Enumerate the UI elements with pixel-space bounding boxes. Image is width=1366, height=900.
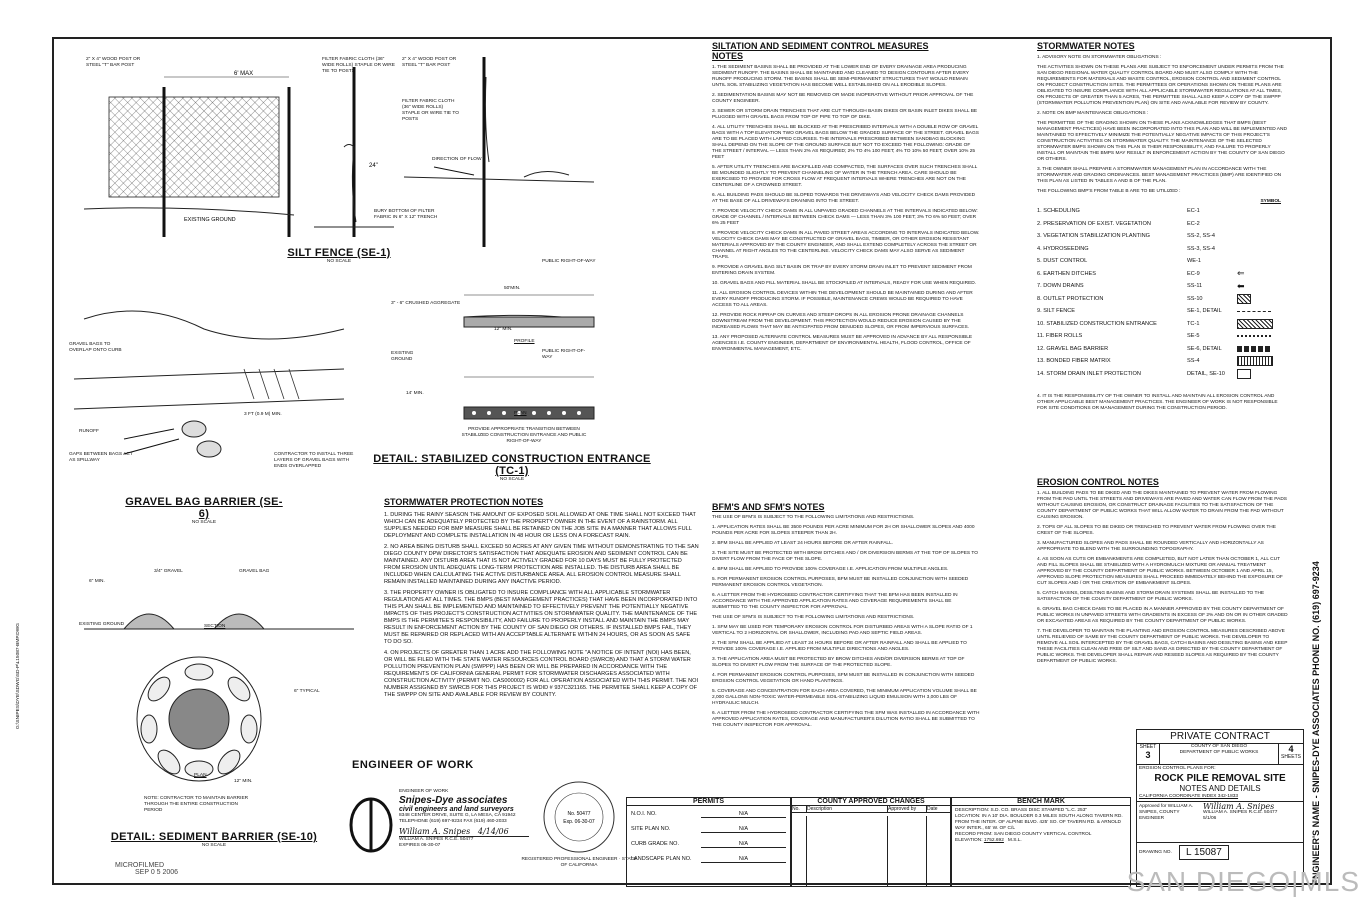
elevation-value: 1752.692 bbox=[983, 838, 1004, 843]
sw-note-3-list-intro: THE FOLLOWING BMP'S FROM TABLE B ARE TO BE UTILIZED : bbox=[1037, 189, 1181, 194]
file-path: G:\SNIPES\DYE\SDWG\SD-P\L15087-BMP.DWG bbox=[16, 622, 21, 729]
contract-type: PRIVATE CONTRACT bbox=[1137, 730, 1303, 744]
construction-entrance-scale: NO SCALE bbox=[499, 477, 525, 482]
mls-watermark: SAN DIEGO|MLS bbox=[1126, 866, 1360, 897]
length-label: 50'MIN. bbox=[504, 286, 521, 291]
runoff-label: RUNOFF bbox=[79, 429, 99, 434]
bfm-intro: THE USE OF BFM'S IS SUBJECT TO THE FOLLOWING LIMITATIONS AND RESTRICTIONS. bbox=[712, 515, 915, 520]
stormwater-protection-notes bbox=[384, 497, 699, 703]
approved-by: Approved for WILLIAM A. SNIPES, COUNTY ENGINEER bbox=[1139, 804, 1194, 821]
bmp-row: 5. DUST CONTROL WE-1 bbox=[1037, 258, 1201, 265]
stormwater-notes bbox=[1037, 41, 1289, 412]
width-label: 14' MIN. bbox=[406, 391, 424, 396]
siltation-title: SILTATION AND SEDIMENT CONTROL MEASURES NOTES bbox=[712, 41, 929, 61]
swp-note-1: 1. DURING THE RAINY SEASON THE AMOUNT OF EXPOSED SOIL ALLOWED AT ONE TIME SHALL NOT EXCEED THAT WHICH CAN BE ADEQUATELY PROTECTED BY THE PROPERTY OWNER IN THE EVENT OF A RAINSTORM. ALL SUPPLIES NEEDED FOR BMP MEASURE SHALL BE RETAINED ON THE JOB SITE IN A MANNER THAT ALLOWS FULL DEPLOYMENT AND COMPLETE INSTALLATION IN 48 HOUR OR LESS ON A FORECAST RAIN. bbox=[384, 512, 696, 539]
post-label: 2" X 4" WOOD POST OR STEEL "T" BAR POST bbox=[86, 57, 141, 68]
sb-min-label: 6" MIN. bbox=[89, 579, 105, 584]
firm-role: ENGINEER OF WORK bbox=[399, 789, 449, 794]
sheets-cell: 4 SHEETS bbox=[1278, 744, 1303, 764]
elevation-label: ELEVATION: bbox=[955, 838, 983, 843]
benchmark-location: LOCATION: IN A 10' DIA. BOULDER 0.3 MILES SOUTH ALONG TAVERN RD. FROM THE INTER. OF ALPINE BLVD. 425' SO. OF TAVERN RD. & ARNOLD WAY INTER., 65' W. OF C/L bbox=[955, 814, 1123, 831]
sfm-note-6: 6. A LETTER FROM THE HYDROSEED CONTRACTOR CERTIFYING THE SFM WAS INSTALLED IN ACCORDANCE WITH APPROVED APPLICATION RATES, COVERAGE AND MANUFACTURER'S DILUTION RATIO SHALL BE SUBMITTED TO THE COUNTY INSPECTOR FOR APPROVAL. bbox=[712, 711, 980, 728]
gravel-bag-drawing bbox=[64, 289, 364, 479]
swp-note-4: 4. ON PROJECTS OF GREATER THAN 1 ACRE ADD THE FOLLOWING NOTE "A NOTICE OF INTENT (NOI) HAS BEEN, OR WILL BE FILED WITH THE STATE WATER RESOURCES CONTROL BOARD (SWRCB) AND THAT A STORM WATER POLLUTION PREVENTION PLAN (SWPPP) HAS BEEN OR WILL BE PREPARED IN ACCORDANCE WITH THE REQUIREMENTS OF CALIFORNIA GENERAL PERMIT FOR STORMWATER DISCHARGES ASSOCIATED WITH CONSTRUCTION ACTIVITY (PERMIT NO. CAS000002) FOR ALL OPERATION ASSOCIATED WITH THIS PERMIT. THE NOI NUMBER ASSIGNED BY SWRCB FOR THIS PROJECT IS WDID # 937C321165. THE PERMITEE SHALL KEEP A COPY OF THE SWPPP ON SITE AND AVAILABLE FOR REVIEW BY COUNTY. bbox=[384, 650, 699, 698]
stormwater-protection-title: STORMWATER PROTECTION NOTES bbox=[384, 497, 544, 507]
sw-note-1-body: THE ACTIVITIES SHOWN ON THESE PLANS ARE SUBJECT TO ENFORCEMENT UNDER PERMITS FROM THE SAN DIEGO REGIONAL WATER QUALITY CONTROL BOARD AND MUST ALSO COMPLY WITH THE REQUIREMENTS FOR MATERIALS AND WASTE CONTROL, EROSION CONTROL AND SEDIMENT CONTROL ON PROJECT CONSTRUCTION SITES. THE PERMITTEES OR OPERATIONS SHOWN ON THESE PLANS ARE OBLIGATED TO INSURE COMPLIANCE WITH ALL APPLICABLE STORMWATER REGULATIONS AT ALL TIMES, ON PROJECTS OF GREATER THAN 5 ACRES, THE PERMITTEE SHALL ALSO KEEP A COPY OF THE SWPPP (STORMWATER POLLUTION PREVENTION PLAN) ON SITE AND AVAILABLE FOR REVIEW BY COUNTY. bbox=[1037, 65, 1284, 106]
silt-fence-side-drawing bbox=[394, 47, 664, 247]
microfilm-line-1: MICROFILMED bbox=[115, 862, 164, 869]
microfilm-stamp bbox=[115, 862, 178, 876]
permits-title: PERMITS bbox=[627, 798, 790, 806]
benchmark-description: DESCRIPTION: S.D. CO. BRASS DISC STAMPED "L.C. 253" bbox=[955, 808, 1088, 813]
ec-note-6: 6. GRAVEL BAG CHECK DAMS TO BE PLACED IN A MANNER APPROVED BY THE COUNTY DEPARTMENT OF PUBLIC WORKS IN UNPAVED STREETS WITH GRADIENTS IN EXCESS OF 2% AND ON OR IN OTHER GRADED OR EXCAVATED AREAS AS REQUIRED BY THE COUNTY DEPARTMENT OF PUBLIC WORKS. bbox=[1037, 607, 1288, 624]
bmp-row: 4. HYDROSEEDING SS-3, SS-4 bbox=[1037, 245, 1215, 252]
min-length-label: 3 FT (0.9 M) MIN. bbox=[244, 412, 282, 417]
bmp-row: 14. STORM DRAIN INLET PROTECTION DETAIL, SE-10 bbox=[1037, 368, 1289, 381]
gravel-bag-title-block bbox=[124, 496, 284, 526]
bmp-row: 1. SCHEDULING EC-1 bbox=[1037, 208, 1200, 215]
sfm-note-4: 4. FOR PERMANENT EROSION CONTROL PURPOSES, SFM MUST BE INSTALLED IN CONJUNCTION WITH SEEDED EROSION CONTROL VEGETATION OR HAND PLANTINGS. bbox=[712, 673, 975, 684]
silt-note-11: 11. ALL EROSION CONTROL DEVICES WITHIN THE DEVELOPMENT SHOULD BE MAINTAINED DURING AND AFTER EVERY RUNOFF PRODUCING STORM. IF POSSIBLE, MAINTENANCE CREWS WOULD BE REQUIRED TO HAVE ACCESS TO ALL AREAS. bbox=[712, 291, 973, 308]
sediment-barrier-title: DETAIL: SEDIMENT BARRIER (SE-10) bbox=[110, 831, 318, 843]
silt-fence-drawing bbox=[64, 47, 394, 247]
title-signer: WILLIAM A. SNIPES R.C.E. 50477 bbox=[1203, 810, 1278, 815]
permit-row: N.O.I. NO. N/A bbox=[627, 806, 790, 818]
silt-note-9: 9. PROVIDE A GRAVEL BAG SILT BASIN OR TRAP BY EVERY STORM DRAIN INLET TO PREVENT SEDIMENT FROM ENTERING DRAIN SYSTEM. bbox=[712, 265, 972, 276]
engineer-expires: EXPIRES 06-30-07 bbox=[399, 843, 441, 848]
firm-name: Snipes-Dye associates bbox=[399, 795, 508, 806]
height-label: 24" bbox=[369, 163, 378, 169]
silt-note-8: 8. PROVIDE VELOCITY CHECK DAMS IN ALL PAVED STREET AREAS ACCORDING TO INTERVALS INDICATED BELOW. VELOCITY CHECK DAMS MAY BE CONSTRUCTED OF GRAVEL BAGS, TIMBER, OR OTHER EROSION RESISTANT MATERIALS APPROVED BY THE COUNTY ENGINEER, AND SHALL EXTEND COMPLETELY ACROSS THE STREET OR CHANNEL AT RIGHT ANGLES TO THE CENTERLINE. VELOCITY CHECK DAMS MAY ALSO SERVE AS SEDIMENT TRAPS. bbox=[712, 231, 980, 260]
silt-note-1: 1. THE SEDIMENT BASINS SHALL BE PROVIDED AT THE LOWER END OF EVERY DRAINAGE AREA PRODUCING SEDIMENT RUNOFF. THE BASINS SHALL BE MAINTAINED AND CLEANED TO DESIGN CONTOURS AFTER EVERY RUNOFF PRODUCING STORM. THE BASINS SHALL BE SEMI-PERMANENT STRUCTURES THAT WOULD REMAIN UNTIL SOIL STABILIZING VEGETATION HAS BECOME WELL ESTABLISHED ON ALL ERODIBLE SLOPES. bbox=[712, 65, 969, 88]
ground-label: EXISTING GROUND bbox=[184, 217, 236, 223]
sb-bag-label: GRAVEL BAG bbox=[239, 569, 270, 574]
firm-phone: TELEPHONE (619) 697-9234 FAX (619) 460-2033 bbox=[399, 819, 507, 824]
symbol-header: SYMBOL bbox=[1260, 199, 1281, 204]
sw-note-2: 2. NOTE ON BMP MAINTENANCE OBLIGATIONS : bbox=[1037, 111, 1149, 116]
sb-plan-label: PLAN bbox=[194, 773, 207, 778]
plan-label: PLAN bbox=[514, 411, 527, 416]
silt-note-10: 10. GRAVEL BAGS AND FILL MATERIAL SHALL BE STOCKPILED AT INTERVALS, READY FOR USE WHEN REQUIRED. bbox=[712, 281, 977, 286]
sfm-note-5: 5. COVERAGE AND CONCENTRATION FOR EACH AREA COVERED, THE MINIMUM APPLICATION VOLUME SHALL BE 2,000 GALLONS NON-TOXIC WATER-PERMEABLE SOIL-STABILIZING LIQUID EMULSION WITH 3,000 LBS OF HYDRAULIC MULCH. bbox=[712, 689, 977, 706]
construction-entrance-title-block bbox=[372, 453, 652, 483]
bfm-note-1: 1. APPLICATION RATES SHALL BE 3500 POUNDS PER ACRE MINIMUM FOR 2H OR SHALLOWER SLOPES AND 4000 POUNDS PER ACRE FOR SLOPES STEEPER THAN 2H. bbox=[712, 525, 975, 536]
silt-note-6: 6. ALL BUILDING PADS SHOULD BE SLOPED TOWARDS THE DRIVEWAYS AND VELOCITY CHECK DAMS PROVIDED AT THE BASE OF ALL DRIVEWAYS DRAINING INTO THE STREET. bbox=[712, 193, 976, 204]
contractor-label: CONTRACTOR TO INSTALL THREE LAYERS OF GRAVEL BAGS WITH ENDS OVERLAPPED bbox=[274, 452, 354, 469]
bmp-row: 7. DOWN DRAINS SS-11 ⬅ bbox=[1037, 280, 1245, 291]
flow-label: DIRECTION OF FLOW bbox=[432, 157, 482, 162]
ec-note-2: 2. TOPS OF ALL SLOPES TO BE DIKED OR TRENCHED TO PREVENT WATER FROM FLOWING OVER THE CREST OF THE SLOPES. bbox=[1037, 525, 1276, 536]
silt-fence-title-block bbox=[269, 247, 409, 265]
bfm-note-6: 6. A LETTER FROM THE HYDROSEED CONTRACTOR CERTIFYING THAT THE BFM HAS BEEN INSTALLED IN ACCORDANCE WITH THE APPROVED APPLICATION RATES AND COVERAGE REQUIREMENTS SHALL BE SUBMITTED TO THE COUNTY INSPECTOR FOR APPROVAL. bbox=[712, 593, 958, 610]
post-label-side: 2" X 4" WOOD POST OR STEEL "T" BAR POST bbox=[402, 57, 457, 68]
sediment-barrier-drawing bbox=[64, 559, 364, 789]
silt-note-5: 5. AFTER UTILITY TRENCHES ARE BACKFILLED AND COMPACTED, THE SURFACES OVER SUCH TRENCHES SHALL BE MOUNDED SLIGHTLY TO PREVENT CHANNELING OF WATER IN THE TRENCH AREA. CARE SHOULD BE EXERCISED TO PROVIDE FOR CROSS FLOW AT FREQUENT INTERVALS WHERE TRENCHES ARE NOT ON THE CENTERLINE OF A CROWNED STREET. bbox=[712, 165, 978, 188]
silt-fence-title: SILT FENCE (SE-1) bbox=[287, 247, 391, 259]
silt-note-3: 3. SEWER OR STORM DRAIN TRENCHES THAT ARE CUT THROUGH BASIN DIKES OR BASIN INLET DIKES SHALL BE PLUGGED WITH GRAVEL BAGS FROM TOP OF PIPE TO TOP OF DIKE. bbox=[712, 109, 978, 120]
gravel-bag-title: GRAVEL BAG BARRIER (SE-6) bbox=[125, 496, 283, 520]
datum: M.S.L. bbox=[1007, 838, 1022, 843]
bury-label: BURY BOTTOM OF FILTER FABRIC IN 6" X 12" TRENCH bbox=[374, 209, 438, 220]
bfm-note-2: 2. BFM SHALL BE APPLIED AT LEAST 24 HOURS BEFORE OR AFTER RAINFALL. bbox=[712, 541, 894, 546]
silt-note-12: 12. PROVIDE ROCK RIPRAP ON CURVES AND STEEP DROPS IN ALL EROSION PRONE DRAINAGE CHANNELS DOWNSTREAM FROM THE DEVELOPMENT. THIS PROTECTION WOULD REDUCE EROSION CAUSED BY THE INCREASED FLOWS THAT MAY BE ANTICIPATED FROM DENUDED SLOPES, OR FROM IMPERVIOUS SURFACES. bbox=[712, 313, 970, 330]
construction-entrance-title: DETAIL: STABILIZED CONSTRUCTION ENTRANCE (TC-1) bbox=[373, 453, 651, 477]
benchmark-table bbox=[951, 797, 1131, 887]
permit-row: CURB GRADE NO. N/A bbox=[627, 833, 790, 848]
permit-row: LANDSCAPE PLAN NO. N/A bbox=[627, 848, 790, 863]
bmp-row: 2. PRESERVATION OF EXIST. VEGETATION EC-2 bbox=[1037, 220, 1200, 227]
bmp-row: 9. SILT FENCE SE-1, DETAIL bbox=[1037, 305, 1289, 318]
drawing-sheet bbox=[16, 37, 1332, 885]
svg-text:Exp. 06-30-07: Exp. 06-30-07 bbox=[563, 819, 595, 825]
engineer-signer: WILLIAM A. SNIPES R.C.E. 50477 bbox=[399, 837, 474, 842]
depth-label: 12" MIN. bbox=[494, 327, 513, 332]
project-subtitle: NOTES AND DETAILS bbox=[1179, 784, 1261, 793]
engineer-title: ENGINEER OF WORK bbox=[352, 759, 474, 771]
engineer-signature: William A. Snipes 4/14/06 bbox=[399, 827, 529, 837]
bfm-note-5: 5. FOR PERMANENT EROSION CONTROL PURPOSES, BFM MUST BE INSTALLED CONJUNCTION WITH SEEDED PERMANENT EROSION CONTROL VEGETATION. bbox=[712, 577, 969, 588]
silt-fence-scale: NO SCALE bbox=[326, 259, 352, 264]
row-label: PUBLIC RIGHT-OF-WAY bbox=[542, 259, 596, 264]
bfm-note-4: 4. BFM SHALL BE APPLIED TO PROVIDE 100% COVERAGE I.E. APPLICATION FROM MULTIPLE ANGLES. bbox=[712, 567, 949, 572]
bmp-row: 11. FIBER ROLLS SE-5 bbox=[1037, 330, 1289, 343]
sfm-note-2: 2. THE SFM SHALL BE APPLIED AT LEAST 24 HOURS BEFORE OR AFTER RAINFALL AND SHALL BE APPLIED TO PROVIDE 100% COVERAGE I.E. APPLIED FROM MULTIPLE DIRECTIONS AND ANGLES. bbox=[712, 641, 967, 652]
silt-note-13: 13. ANY PROPOSED ALTERNATE CONTROL MEASURES MUST BE APPROVED IN ADVANCE BY ALL RESPONSIBLE AGENCIES I.E. COUNTY ENGINEER, DEPARTMENT OF ENVIRONMENTAL HEALTH, FLOOD CONTROL, OFFICE OF ENVIRONMENTAL MANAGEMENT, ETC. bbox=[712, 335, 973, 352]
silt-note-4: 4. ALL UTILITY TRENCHES SHALL BE BLOCKED AT THE PRESCRIBED INTERVALS WITH A DOUBLE ROW OF GRAVEL BAGS WITH A TOP ELEVATION TWO GRAVEL BAGS BELOW THE GRADED SURFACE OF THE STREET. GRAVEL BAGS ARE TO BE PLACED WITH LAPPED COURSES. THE INTERVALS PRESCRIBED BETWEEN SANDBAG BLOCKING SHALL DEPEND ON THE SLOPE OF THE GROUND SURFACE BUT NOT TO EXCEED THE FOLLOWING: GRADE OF THE STREET / INTERVAL — LESS THAN 2% AS REQUIRED; 2% TO 4% 100 FEET; 4% TO 10% 50 FEET; OVER 10% 25 FEET bbox=[712, 125, 979, 160]
profile-label: PROFILE bbox=[514, 339, 535, 344]
side-engineer-text: ENGINEER'S NAME - SNIPES-DYE ASSOCIATES PHONE NO. (619) 697-9234 bbox=[1311, 561, 1321, 885]
siltation-notes bbox=[712, 41, 980, 357]
stormwater-title: STORMWATER NOTES bbox=[1037, 41, 1135, 51]
fabric-label-side: FILTER FABRIC CLOTH (36" WIDE ROLLS) STAPLE OR WIRE TIE TO POSTS bbox=[402, 99, 459, 122]
dimension-label: 6' MAX bbox=[234, 71, 254, 77]
bfm-title: BFM'S AND SFM'S NOTES bbox=[712, 502, 825, 512]
seal-text: REGISTERED PROFESSIONAL ENGINEER · STATE OF CALIFORNIA bbox=[521, 857, 637, 868]
fabric-label: FILTER FABRIC CLOTH (36" WIDE ROLLS) STAPLE OR WIRE TIE TO POSTS bbox=[322, 57, 395, 74]
sfm-note-1: 1. SFM MAY BE USED FOR TEMPORARY EROSION CONTROL FOR DISTURBED AREAS WITH A SLOPE RATIO OF 1 VERTICAL TO 2 HORIZONTAL OR SHALLOWER, INCLUDING PAD AND SEPTIC FIELD AREAS. bbox=[712, 625, 973, 636]
swp-note-3: 3. THE PROPERTY OWNER IS OBLIGATED TO INSURE COMPLIANCE WITH ALL APPLICABLE STORMWATER REGULATIONS AT ALL TIMES. THE BMPS (BEST MANAGEMENT PRACTICES) THAT HAVE BEEN INCORPORATED INTO THIS PLAN SHALL BE IMPLEMENTED AND MAINTAINED TO EFFECTIVELY PREVENT THE POTENTIALLY NEGATIVE IMPACTS OF THIS PROJECT'S CONSTRUCTION ACTIVITIES ON STORMWATER QUALITY. THE MAINTENANCE OF THE BMPS IS THE PERMITEE'S RESPONSIBILITY, AND FAILURE TO PROPERLY INSTALL AND MAINTAIN THE BMPS MAY RESULT IN ENFORCEMENT ACTION BY THE COUNTY OF SAN DIEGO OR OTHERS. IF INSTALLED BMPS FAIL, THEY MUST BE REPAIRED OR REPLACED WITH AN ACCEPTABLE ALTERNATE WITHIN 24 HOURS, OR AS SOON AS SAFE TO DO SO. bbox=[384, 590, 698, 645]
bfm-note-3: 3. THE SITE MUST BE PROTECTED WITH BROW DITCHES AND / OR DIVERSION BERMS AT THE TOP OF SLOPES TO DIVERT FLOW FROM THE FACE OF THE SLOPE. bbox=[712, 551, 978, 562]
plans-for: EROSION CONTROL PLANS FOR: bbox=[1139, 766, 1216, 771]
gaps-label: GAPS BETWEEN BAGS ACT AS SPILLWAY bbox=[69, 452, 133, 463]
title-block bbox=[1136, 729, 1304, 887]
sb-section-label: SECTION bbox=[204, 624, 226, 629]
bmp-list bbox=[1037, 205, 1289, 380]
sw-note-4: 4. IT IS THE RESPONSIBILITY OF THE OWNER TO INSTALL AND MAINTAIN ALL EROSION CONTROL AND OTHER APPLICABLE BEST MANAGEMENT PRACTICES. THE ENGINEER OF WORK IS NOT RESPONSIBLE FOR SITE CONDITIONS OR MANAGEMENT DURING THE CONSTRUCTION PERIOD. bbox=[1037, 394, 1278, 411]
sb-note: NOTE: CONTRACTOR TO MAINTAIN BARRIER THROUGH THE ENTIRE CONSTRUCTION PERIOD bbox=[144, 796, 249, 813]
drawing-label: DRAWING NO. bbox=[1139, 849, 1172, 855]
ec-note-1: 1. ALL BUILDING PADS TO BE DIKED AND THE DIKES MAINTAINED TO PREVENT WATER FROM FLOWING FROM THE PAD UNTIL THE STREETS AND DRIVEWAYS ARE PAVED AND WATER CAN FLOW FROM THE PADS WITHOUT CAUSING EROSION, OR CONSTRUCT DRAINAGE FACILITIES TO THE SATISFACTION OF THE COUNTY DEPARTMENT OF PUBLIC WORKS THAT WILL ALLOW WATER TO DRAIN FROM THE PAD WITHOUT CAUSING EROSION. bbox=[1037, 491, 1287, 520]
silt-note-2: 2. SEDIMENTATION BASINS MAY NOT BE REMOVED OR MADE INOPERATIVE WITHOUT PRIOR APPROVAL OF THE COUNTY ENGINEER. bbox=[712, 93, 974, 104]
project-name: ROCK PILE REMOVAL SITE bbox=[1154, 773, 1286, 784]
bmp-row: 3. VEGETATION STABILIZATION PLANTING SS-2, SS-4 bbox=[1037, 233, 1215, 240]
overlap-label: GRAVEL BAGS TO OVERLAP ONTO CURB bbox=[69, 342, 122, 353]
engineer-seal bbox=[541, 779, 617, 855]
aggregate-label: 3" - 6" CRUSHED AGGREGATE bbox=[391, 301, 461, 306]
bmp-row: 13. BONDED FIBER MATRIX SS-4 bbox=[1037, 355, 1289, 368]
microfilm-line-2: SEP 0 5 2006 bbox=[135, 869, 179, 876]
svg-text:No. 50477: No. 50477 bbox=[567, 811, 591, 817]
bmp-row: 6. EARTHEN DITCHES EC-9 ⇐ bbox=[1037, 268, 1245, 279]
sw-note-1: 1. ADVISORY NOTE ON STORMWATER OBLIGATIONS : bbox=[1037, 55, 1162, 60]
sheet-cell: SHEET 3 bbox=[1137, 744, 1160, 764]
bmp-row: 8. OUTLET PROTECTION SS-10 bbox=[1037, 293, 1289, 306]
sb-typical-label: 6" TYPICAL bbox=[294, 689, 320, 694]
firm-tagline: civil engineers and land surveyors bbox=[399, 806, 514, 813]
permits-table bbox=[626, 797, 791, 887]
erosion-title: EROSION CONTROL NOTES bbox=[1037, 477, 1159, 487]
transition-label: PROVIDE APPROPRIATE TRANSITION BETWEEN STABILIZED CONSTRUCTION ENTRANCE AND PUBLIC RIGHT-OF-WAY bbox=[461, 427, 587, 444]
changes-table bbox=[791, 797, 951, 887]
bmp-row: 12. GRAVEL BAG BARRIER SE-6, DETAIL bbox=[1037, 343, 1289, 356]
bfm-notes bbox=[712, 502, 980, 733]
sw-note-2-body: THE PERMITTEE OF THE GRADING SHOWN ON THESE PLANS ACKNOWLEDGES THAT BMPS (BEST MANAGEMENT PRACTICES) HAVE BEEN INCORPORATED INTO THIS PLAN AND WILL BE IMPLEMENTED AND MAINTAINED TO EFFECTIVELY MINIMIZE THE POTENTIALLY NEGATIVE IMPACTS OF THIS PROJECT'S CONSTRUCTION ACTIVITIES ON STORMWATER QUALITY. THE MAINTENANCE OF THE SELECTED STORMWATER BMPS SHOWN ON THIS PLAN IS THEIR RESPONSIBILITY, AND FAILURE TO PROPERLY INSTALL OR MAINTAIN THE BMPS MAY RESULT IN ENFORCEMENT ACTION BY THE COUNTY OF SAN DIEGO OR OTHERS. bbox=[1037, 121, 1287, 162]
benchmark-title: BENCH MARK bbox=[952, 798, 1130, 806]
ec-note-3: 3. MANUFACTURED SLOPES AND PADS SHALL BE ROUNDED VERTICALLY AND HORIZONTALLY AS APPROPRIATE TO BLEND WITH THE SURROUNDING TOPOGRAPHY. bbox=[1037, 541, 1264, 552]
silt-note-7: 7. PROVIDE VELOCITY CHECK DAMS IN ALL UNPAVED GRADED CHANNELS AT THE INTERVALS INDICATED BELOW: GRADE OF CHANNEL / INTERVALS BETWEEN CHECK DAMS — LESS THAN 3% 100 FEET; 3% TO 6% 50 FEET; OVER 6% 25 FEET bbox=[712, 209, 978, 226]
agency: COUNTY OF SAN DIEGO DEPARTMENT OF PUBLIC WORKS bbox=[1179, 744, 1259, 755]
swp-note-2: 2. NO AREA BEING DISTURB SHALL EXCEED 50 ACRES AT ANY GIVEN TIME WITHOUT DEMONSTRATING TO THE SAN DIEGO COUNTY DPW DIRECTOR'S SATISFACTION THAT ADEQUATE EROSION AND SEDIMENT CONTROL CAN BE MAINTAINED. ANY DISTURB AREA THAT IS NOT ACTIVELY GRADED FOR 10 DAYS MUST BE FULLY PROTECTED FROM EROSION UNTIL ADEQUATE LONG-TERM PROTECTION ARE INSTALLED. THE DISTURB AREA SHALL BE INCLUDED WHEN CALCULATING THE ACTIVE DISTURBANCE AREA. ALL EROSION CONTROL MEASURE SHALL REMAIN INSTALLED MAINTAINED DURING ANY INACTIVE PERIOD. bbox=[384, 544, 699, 585]
ec-note-4: 4. AS SOON AS CUTS OR EMBANKMENTS ARE COMPLETED, BUT NOT LATER THAN OCTOBER 1, ALL CUT AND FILL SLOPES SHALL BE STABILIZED WITH A HYDROMULCH MIXTURE OR ANNUAL TREATMENT APPROVED BY THE COUNTY DEPARTMENT OF PUBLIC WORKS. BETWEEN OCTOBER 1 AND APRIL 15, APPROVED SLOPE PROTECTION MEASURES SHALL PROCEED IMMEDIATELY BEHIND THE EXPOSURE OF CUT SLOPES AND / OR THE CREATION OF EMBANKMENT SLOPES. bbox=[1037, 557, 1283, 586]
sb-12-label: 12" MIN. bbox=[234, 779, 253, 784]
benchmark-record: RECORD FROM: SAN DIEGO COUNTY VERTICAL CONTROL bbox=[955, 832, 1092, 837]
changes-title: COUNTY APPROVED CHANGES bbox=[792, 798, 950, 806]
erosion-notes bbox=[1037, 477, 1289, 669]
ec-note-7: 7. THE DEVELOPER TO MAINTAIN THE PLANTING AND EROSION CONTROL MEASURES DESCRIBED ABOVE UNTIL RELIEVED OF SAME BY THE COUNTY DEPARTMENT OF PUBLIC WORKS. THE DEVELOPER TO REMOVE ALL SOIL INTERCEPTED BY THE GRAVEL BAGS, CATCH BASINS AND DESILTING BASINS AND KEEP THESE FACILITIES CLEAN AND FREE OF SILT AND SAND AS DIRECTED BY THE COUNTY DEPARTMENT OF PUBLIC WORKS. THE DEVELOPER SHALL REPAIR AND RESEED SLOPES AS REQUIRED BY THE COUNTY DEPARTMENT OF PUBLIC WORKS. bbox=[1037, 629, 1288, 664]
gravel-bag-scale: NO SCALE bbox=[191, 520, 217, 525]
ec-note-5: 5. CATCH BASINS, DESILTING BASINS AND STORM DRAIN SYSTEMS SHALL BE INSTALLED TO THE SATISFACTION OF THE COUNTY DEPARTMENT OF PUBLIC WORKS. bbox=[1037, 591, 1265, 602]
approval-signature: William A. Snipes bbox=[1203, 802, 1275, 811]
sfm-note-3: 3. THE APPLICATION AREA MUST BE PROTECTED BY BROW DITCHES AND/OR DIVERSION BERMS AT TOP OF SLOPES TO DIVERT FLOW FROM THE SURFACE OF THE PROTECTED SLOPE. bbox=[712, 657, 965, 668]
bmp-row: 10. STABILIZED CONSTRUCTION ENTRANCE TC-1 bbox=[1037, 318, 1289, 331]
firm-address: 8348 CENTER DRIVE, SUITE G, LA MESA, CA 91942 bbox=[399, 813, 516, 818]
existing-ground-label: EXISTING GROUND bbox=[391, 351, 414, 362]
firm-info bbox=[399, 789, 529, 849]
changes-header: No. Description Approved by Date bbox=[792, 806, 950, 813]
sb-gravel-label: 3/4" GRAVEL bbox=[154, 569, 183, 574]
title-date: 5/1/06 bbox=[1203, 816, 1217, 821]
sb-ground-label: EXISTING GROUND bbox=[79, 622, 125, 627]
sfm-intro: THE USE OF SFM'S IS SUBJECT TO THE FOLLOWING LIMITATIONS AND RESTRICTIONS. bbox=[712, 615, 915, 620]
drawing-number: L 15087 bbox=[1179, 845, 1229, 860]
firm-logo bbox=[349, 797, 393, 853]
row-label-2: PUBLIC RIGHT-OF-WAY bbox=[542, 349, 586, 360]
sediment-barrier-title-block bbox=[104, 831, 324, 849]
sw-note-3: 3. THE OWNER SHALL PREPARE A STORMWATER MANAGEMENT PLAN IN ACCORDANCE WITH THE STORMWATER AND GRADING ORDINANCES. BEST MANAGEMENT PRACTICES (BMP) ARE IDENTIFIED ON THIS PLAN AS LISTED IN TABLES A AND B OF THE PLAN. bbox=[1037, 167, 1282, 184]
coord-index: CALIFORNIA COORDINATE INDEX 342-1833 bbox=[1137, 793, 1303, 802]
permit-row: SITE PLAN NO. N/A bbox=[627, 818, 790, 833]
sediment-barrier-scale: NO SCALE bbox=[201, 843, 227, 848]
